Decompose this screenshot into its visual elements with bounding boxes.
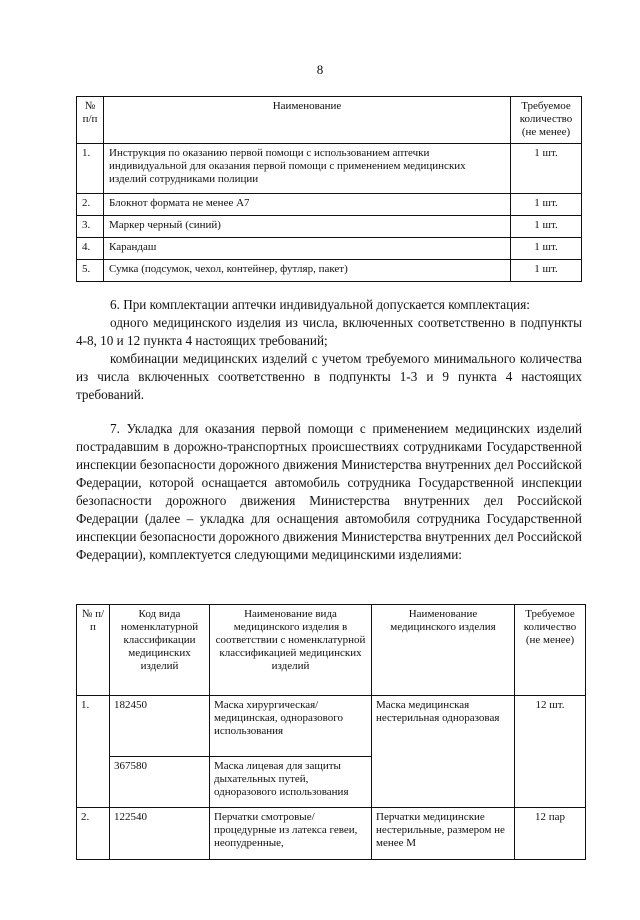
table-header-row — [77, 605, 586, 696]
row-type: Маска лицевая для защиты дыхательных путей, одноразового использования — [210, 757, 372, 808]
row-name: Блокнот формата не менее А7 — [104, 194, 511, 216]
row-qty: 12 шт. — [515, 696, 586, 808]
row-name: Перчатки медицинские нестерильные, размером не менее М — [372, 808, 515, 860]
consumables-table — [76, 96, 582, 282]
row-type: Маска хирургическая/ медицинская, одноразового использования — [210, 696, 372, 757]
row-code: 122540 — [110, 808, 210, 860]
table-row — [77, 216, 582, 238]
section-7 — [76, 420, 582, 564]
row-name: Маркер черный (синий) — [104, 216, 511, 238]
row-num: 5. — [77, 260, 104, 282]
table-row — [77, 238, 582, 260]
row-name: Сумка (подсумок, чехол, контейнер, футляр, пакет) — [104, 260, 511, 282]
header-name: Наименование медицинского изделия — [372, 605, 515, 696]
row-qty: 12 пар — [515, 808, 586, 860]
row-code: 182450 — [110, 696, 210, 757]
row-name: Инструкция по оказанию первой помощи с использованием аптечки индивидуальной для оказания первой помощи с применением медицинских изделий сотрудниками полиции — [104, 144, 511, 194]
row-num: 1. — [77, 696, 110, 808]
row-type: Перчатки смотровые/ процедурные из латекса гевеи, неопудренные, — [210, 808, 372, 860]
header-qty: Требуемое количество (не менее) — [515, 605, 586, 696]
section-6-item-1: одного медицинского изделия из числа, включенных соответственно в подпункты 4-8, 10 и 12 пункта 4 настоящих требований; — [76, 315, 582, 348]
section-6-item-2: комбинации медицинских изделий с учетом требуемого минимального количества из числа включенных соответственно в подпункты 1-3 и 9 пункта 4 настоящих требований. — [76, 351, 582, 402]
table-row — [77, 194, 582, 216]
row-qty: 1 шт. — [511, 238, 582, 260]
section-7-text: 7. Укладка для оказания первой помощи с применением медицинских изделий пострадавшим в дорожно-транспортных происшествиях сотрудниками Государственной инспекции безопасности дорожного движения Министерства внутренних дел Российской Федерации, которой оснащается автомобиль сотрудника Государственной инспекции безопасности дорожного движения Министерства внутренних дел Российской Федерации (далее – укладка для оснащения автомобиля сотрудника Государственной инспекции безопасности дорожного движения Министерства внутренних дел Российской Федерации), комплектуется следующими медицинскими изделиями: — [76, 421, 582, 562]
section-6-intro: 6. При комплектации аптечки индивидуальной допускается комплектация: — [110, 297, 530, 312]
header-qty: Требуемое количество (не менее) — [511, 97, 582, 144]
table-header-row — [77, 97, 582, 144]
header-num: № п/п — [77, 97, 104, 144]
row-qty: 1 шт. — [511, 260, 582, 282]
row-num: 2. — [77, 194, 104, 216]
header-num: № п/п — [77, 605, 110, 696]
header-type: Наименование вида медицинского изделия в соответствии с номенклатурной классификацией медицинских изделий — [210, 605, 372, 696]
table-row — [77, 144, 582, 194]
row-qty: 1 шт. — [511, 194, 582, 216]
header-code: Код вида номенклатурной классификации медицинских изделий — [110, 605, 210, 696]
table-row — [77, 696, 586, 757]
table-row — [77, 808, 586, 860]
section-6 — [76, 296, 582, 404]
row-qty: 1 шт. — [511, 144, 582, 194]
row-name: Маска медицинская нестерильная одноразовая — [372, 696, 515, 808]
row-num: 4. — [77, 238, 104, 260]
header-name: Наименование — [104, 97, 511, 144]
row-num: 1. — [77, 144, 104, 194]
row-name: Карандаш — [104, 238, 511, 260]
table-row — [77, 260, 582, 282]
page-number: 8 — [316, 62, 324, 77]
row-code: 367580 — [110, 757, 210, 808]
row-qty: 1 шт. — [511, 216, 582, 238]
row-num: 3. — [77, 216, 104, 238]
row-num: 2. — [77, 808, 110, 860]
medical-devices-table — [76, 604, 586, 860]
